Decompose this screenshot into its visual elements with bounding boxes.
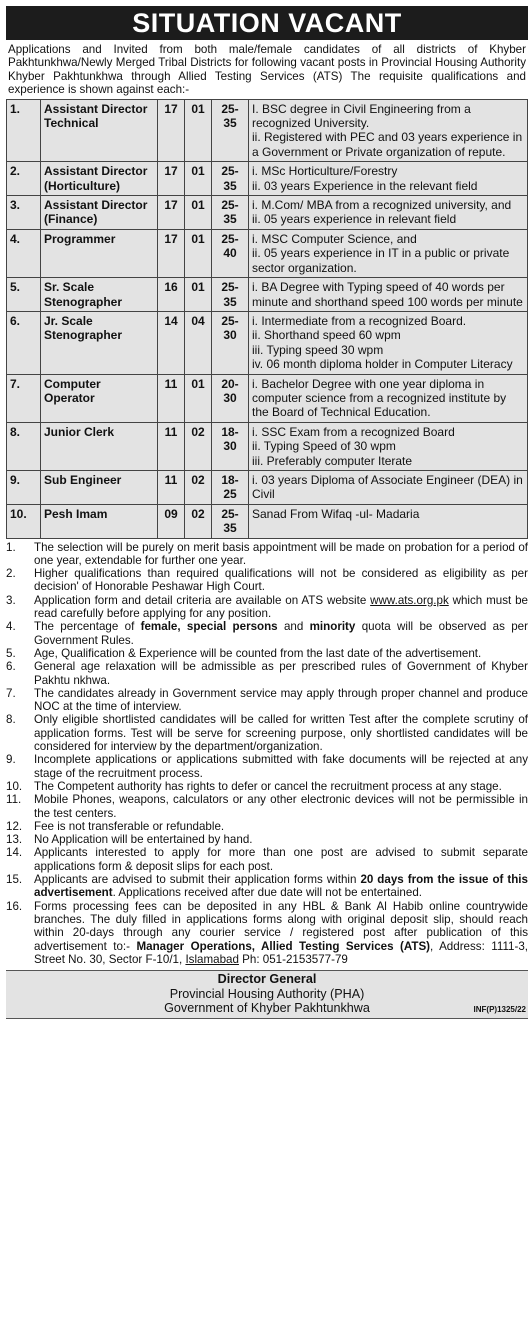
post-count: 01 bbox=[185, 278, 212, 312]
term-text: Mobile Phones, weapons, calculators or any other electronic devices will not be permissible in the test centers. bbox=[34, 793, 528, 820]
term-item bbox=[6, 541, 528, 568]
term-text bbox=[34, 873, 528, 900]
term-text: Fee is not transferable or refundable. bbox=[34, 819, 225, 833]
post-row bbox=[7, 470, 528, 504]
post-age-limit: 18-30 bbox=[212, 422, 249, 470]
post-serial: 1. bbox=[7, 99, 41, 162]
term-text bbox=[34, 900, 528, 966]
term-number: 7. bbox=[6, 686, 16, 700]
term-number: 5. bbox=[6, 646, 16, 660]
term-text bbox=[34, 594, 528, 621]
qualification-line: i. BA Degree with Typing speed of 40 words per minute and shorthand speed 100 words per minute bbox=[252, 280, 523, 309]
term-item bbox=[6, 660, 528, 687]
page-title: SITUATION VACANT bbox=[6, 6, 528, 40]
post-bps: 11 bbox=[158, 374, 185, 422]
qualification-line: ii. Shorthand speed 60 wpm bbox=[252, 328, 401, 343]
term-item bbox=[6, 687, 528, 714]
term-number: 12. bbox=[6, 819, 23, 833]
post-age-limit: 25-35 bbox=[212, 278, 249, 312]
advertisement bbox=[6, 0, 528, 1019]
term-number: 8. bbox=[6, 713, 16, 727]
post-count: 02 bbox=[185, 504, 212, 538]
post-bps: 17 bbox=[158, 162, 185, 196]
term-number: 6. bbox=[6, 660, 16, 674]
post-age-limit: 18-25 bbox=[212, 470, 249, 504]
term-number: 9. bbox=[6, 753, 16, 767]
post-age-limit: 25-30 bbox=[212, 311, 249, 374]
term-number: 14. bbox=[6, 846, 23, 860]
qualification-line: ii. 03 years Experience in the relevant field bbox=[252, 178, 478, 193]
qualification-line: i. Intermediate from a recognized Board. bbox=[252, 313, 467, 328]
term-number: 13. bbox=[6, 833, 23, 847]
post-age-limit: 25-35 bbox=[212, 196, 249, 230]
post-row bbox=[7, 504, 528, 538]
terms-list bbox=[6, 541, 528, 967]
post-title: Assistant Director Technical bbox=[41, 99, 158, 162]
term-text: The Competent authority has rights to defer or cancel the recruitment process at any stage. bbox=[34, 779, 502, 793]
reference-number: INF(P)1325/22 bbox=[473, 1005, 526, 1015]
term-text: The candidates already in Government service may apply through proper channel and produce NOC at the time of interview. bbox=[34, 686, 528, 714]
qualification-line: I. BSC degree in Civil Engineering from a recognized University. bbox=[252, 101, 471, 131]
post-count: 01 bbox=[185, 162, 212, 196]
term-item bbox=[6, 793, 528, 820]
signature-block bbox=[6, 970, 528, 1019]
term-text-part: and bbox=[277, 620, 310, 634]
term-item bbox=[6, 846, 528, 873]
post-qualification bbox=[249, 229, 528, 277]
term-item bbox=[6, 833, 528, 846]
term-item bbox=[6, 780, 528, 793]
term-text: Incomplete applications or applications submitted with fake documents will be rejected at any stage of the recruitment process. bbox=[34, 753, 528, 780]
post-bps: 11 bbox=[158, 422, 185, 470]
post-serial: 3. bbox=[7, 196, 41, 230]
post-age-limit: 25-40 bbox=[212, 229, 249, 277]
term-number: 16. bbox=[6, 899, 23, 913]
term-text-part: Ph: 051-2153577-79 bbox=[238, 952, 348, 966]
term-item bbox=[6, 647, 528, 660]
term-number: 3. bbox=[6, 593, 16, 607]
post-row bbox=[7, 162, 528, 196]
post-serial: 9. bbox=[7, 470, 41, 504]
term-item bbox=[6, 753, 528, 780]
qualification-line: i. Bachelor Degree with one year diploma in computer science from a recognized institute by the Board of Technical Education. bbox=[252, 376, 507, 420]
post-age-limit: 25-35 bbox=[212, 504, 249, 538]
term-text: Higher qualifications than required qualifications will not be considered as eligibility as per decision' of Honorable Peshawar High Court. bbox=[34, 567, 528, 594]
term-number: 11. bbox=[6, 793, 22, 807]
term-text-part: The percentage of bbox=[34, 620, 141, 634]
post-title: Sub Engineer bbox=[41, 470, 158, 504]
qualification-line: ii. 05 years experience in IT in a public or private sector organization. bbox=[252, 246, 510, 275]
term-item bbox=[6, 594, 528, 621]
post-title: Sr. Scale Stenographer bbox=[41, 278, 158, 312]
term-number: 1. bbox=[6, 540, 16, 554]
post-bps: 17 bbox=[158, 196, 185, 230]
term-text-part: , Address: 1111-3, Street No. 30, Sector F-10/1, bbox=[34, 939, 529, 966]
post-bps: 11 bbox=[158, 470, 185, 504]
post-qualification bbox=[249, 162, 528, 196]
post-count: 01 bbox=[185, 374, 212, 422]
term-item bbox=[6, 620, 528, 647]
term-item bbox=[6, 873, 528, 900]
post-bps: 17 bbox=[158, 99, 185, 162]
post-serial: 6. bbox=[7, 311, 41, 374]
post-qualification bbox=[249, 422, 528, 470]
term-text: General age relaxation will be admissible as per prescribed rules of Government of Khyber Pakhtu nkhwa. bbox=[34, 660, 528, 687]
term-item bbox=[6, 900, 528, 966]
term-number: 15. bbox=[6, 873, 23, 887]
post-title: Computer Operator bbox=[41, 374, 158, 422]
post-serial: 5. bbox=[7, 278, 41, 312]
post-row bbox=[7, 278, 528, 312]
post-qualification bbox=[249, 278, 528, 312]
post-count: 01 bbox=[185, 196, 212, 230]
post-bps: 09 bbox=[158, 504, 185, 538]
qualification-line: ii. Registered with PEC and 03 years experience in a Government or Private organization of repute. bbox=[252, 130, 523, 159]
qualification-line: i. M.Com/ MBA from a recognized university, and bbox=[252, 198, 512, 213]
post-serial: 2. bbox=[7, 162, 41, 196]
post-row bbox=[7, 422, 528, 470]
post-qualification bbox=[249, 504, 528, 538]
term-number: 10. bbox=[6, 779, 23, 793]
term-text: Age, Qualification & Experience will be counted from the last date of the advertisement. bbox=[34, 646, 482, 660]
post-count: 04 bbox=[185, 311, 212, 374]
term-text-part: quota will be observed as per Government Rules. bbox=[34, 620, 528, 647]
post-bps: 17 bbox=[158, 229, 185, 277]
post-count: 02 bbox=[185, 470, 212, 504]
post-title: Assistant Director (Horticulture) bbox=[41, 162, 158, 196]
qualification-line: i. MSC Computer Science, and bbox=[252, 231, 417, 246]
term-text: Only eligible shortlisted candidates will be called for written Test after the complete scrutiny of application forms. Test will be serve for screening purpose, only shortlisted candidates will be considered for interview by the department/organization. bbox=[34, 713, 528, 754]
ats-website-link[interactable]: www.ats.org.pk bbox=[370, 593, 449, 607]
post-row bbox=[7, 229, 528, 277]
term-item bbox=[6, 567, 528, 594]
term-text-part: which must be read carefully before applying for any position. bbox=[34, 593, 528, 621]
post-title: Pesh Imam bbox=[41, 504, 158, 538]
posts-table-body bbox=[7, 99, 528, 538]
posts-table bbox=[6, 99, 528, 539]
qualification-line: Sanad From Wifaq -ul- Madaria bbox=[252, 506, 420, 521]
post-row bbox=[7, 374, 528, 422]
post-title: Junior Clerk bbox=[41, 422, 158, 470]
term-number: 4. bbox=[6, 620, 16, 634]
qualification-line: i. SSC Exam from a recognized Board bbox=[252, 424, 455, 439]
post-row bbox=[7, 196, 528, 230]
term-text-part: . Applications received after due date will not be entertained. bbox=[112, 886, 422, 900]
qualification-line: i. MSc Horticulture/Forestry bbox=[252, 164, 398, 179]
post-count: 01 bbox=[185, 99, 212, 162]
post-qualification bbox=[249, 311, 528, 374]
term-number: 2. bbox=[6, 567, 16, 581]
intro-paragraph: Applications and Invited from both male/female candidates of all districts of Khyber Pakhtunkhwa/Newly Merged Tribal Districts for following vacant posts in Provincial Housing Authority Khyber Pakhtunkhwa through Allied Testing Services (ATS) The requisite qualifications and experience is shown against each:- bbox=[8, 43, 526, 97]
post-qualification bbox=[249, 470, 528, 504]
term-item bbox=[6, 713, 528, 753]
qualification-line: ii. 05 years experience in relevant field bbox=[252, 212, 457, 227]
post-serial: 10. bbox=[7, 504, 41, 538]
post-qualification bbox=[249, 374, 528, 422]
qualification-line: iv. 06 month diploma holder in Computer Literacy bbox=[252, 357, 513, 372]
post-age-limit: 25-35 bbox=[212, 99, 249, 162]
qualification-line: i. 03 years Diploma of Associate Engineer (DEA) in Civil bbox=[252, 472, 523, 502]
post-age-limit: 25-35 bbox=[212, 162, 249, 196]
post-qualification bbox=[249, 99, 528, 162]
term-text-bold: minority bbox=[309, 620, 356, 634]
post-qualification bbox=[249, 196, 528, 230]
term-item bbox=[6, 820, 528, 833]
term-text: Applicants interested to apply for more than one post are advised to submit separate applications form & deposit slips for each post. bbox=[34, 846, 528, 873]
post-serial: 4. bbox=[7, 229, 41, 277]
term-text: No Application will be entertained by hand. bbox=[34, 833, 253, 847]
authority-name: Provincial Housing Authority (PHA) bbox=[169, 986, 365, 1001]
post-title: Assistant Director (Finance) bbox=[41, 196, 158, 230]
post-age-limit: 20-30 bbox=[212, 374, 249, 422]
post-row bbox=[7, 311, 528, 374]
term-text-part: Forms processing fees can be deposited in any HBL & Bank Al Habib online countrywide branches. The duly filled in applications forms along with original deposit slip, should reach within 20-days through any courier service / registered post after publication of this advertisement to:- bbox=[34, 899, 528, 953]
post-serial: 8. bbox=[7, 422, 41, 470]
post-bps: 16 bbox=[158, 278, 185, 312]
term-text bbox=[34, 620, 528, 647]
term-text-part: Application form and detail criteria are available on ATS website bbox=[34, 593, 371, 607]
term-text-bold: Manager Operations, Allied Testing Services (ATS) bbox=[136, 939, 431, 953]
post-count: 02 bbox=[185, 422, 212, 470]
term-text-bold: female, special persons bbox=[140, 620, 278, 634]
post-serial: 7. bbox=[7, 374, 41, 422]
term-text-bold: 20 days from the issue of this advertisement bbox=[34, 873, 528, 900]
government-name: Government of Khyber Pakhtunkhwa bbox=[164, 1001, 370, 1016]
post-row bbox=[7, 99, 528, 162]
post-count: 01 bbox=[185, 229, 212, 277]
city-text: Islamabad bbox=[185, 952, 239, 966]
qualification-line: iii. Typing speed 30 wpm bbox=[252, 342, 384, 357]
qualification-line: ii. Typing Speed of 30 wpm bbox=[252, 439, 396, 454]
qualification-line: iii. Preferably computer Iterate bbox=[252, 453, 413, 468]
term-text: The selection will be purely on merit basis appointment will be made on probation for a period of one year, extendable for further one year. bbox=[34, 540, 528, 567]
post-bps: 14 bbox=[158, 311, 185, 374]
post-title: Programmer bbox=[41, 229, 158, 277]
term-text-part: Applicants are advised to submit their application forms within bbox=[34, 873, 361, 887]
signatory-title: Director General bbox=[217, 972, 317, 987]
post-title: Jr. Scale Stenographer bbox=[41, 311, 158, 374]
